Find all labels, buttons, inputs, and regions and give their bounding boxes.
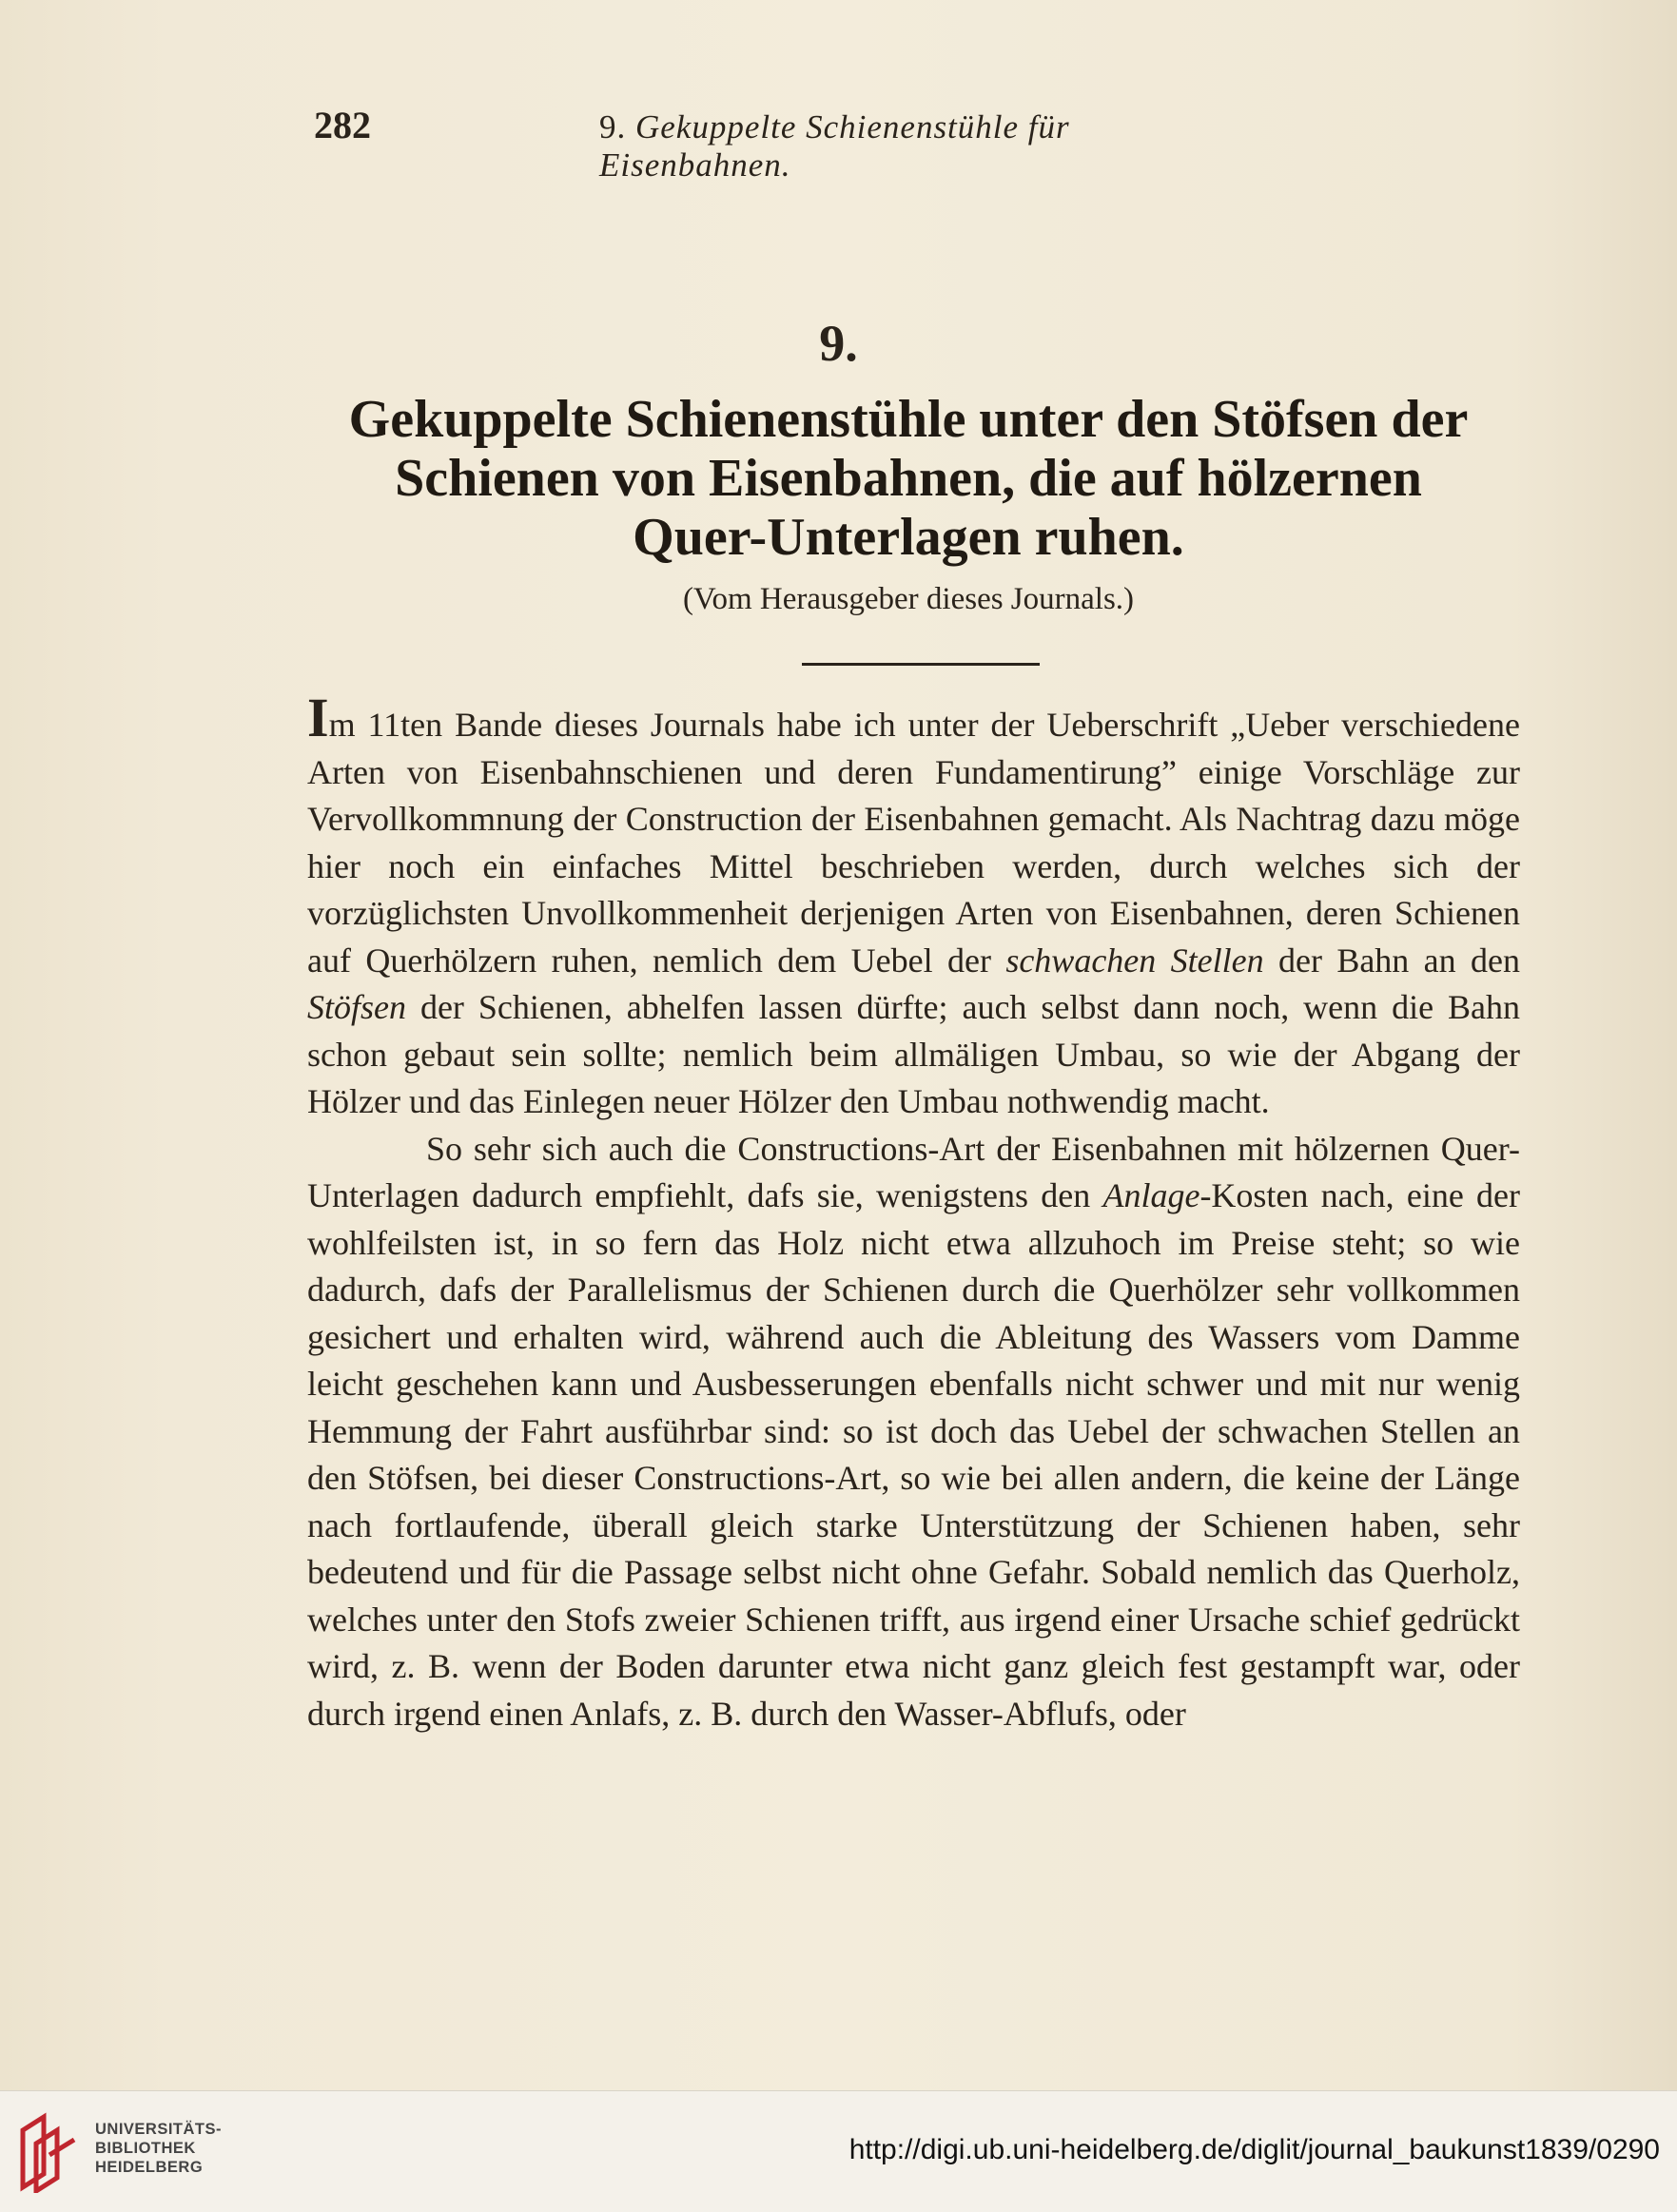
article-title-line: Quer-Unterlagen ruhen.	[633, 508, 1184, 567]
paragraph-text: m 11ten Bande dieses Journals habe ich unter der Ueberschrift „Ueber verschiedene Arten von Eisenbahnschienen und deren Fundamentirung” einige Vorschläge zur Vervollkommnung der Construction der Eisenbahnen gemacht. Als Nachtrag dazu möge hier noch ein einfaches Mittel beschrieben werden, durch welches sich der vorzüglichsten Unvollkommenheit derjenigen Arten von Eisenbahnen, deren Schienen auf Querhölzern ruhen, nemlich dem Uebel der	[307, 706, 1520, 980]
article-title-line: Gekuppelte Schienenstühle unter den Stöfsen der	[348, 390, 1469, 449]
article-title	[314, 390, 1503, 567]
running-head	[599, 108, 1265, 184]
library-logo-text	[95, 2120, 222, 2177]
running-head-title: Gekuppelte Schienenstühle für Eisenbahnen.	[599, 108, 1070, 184]
drop-cap: I	[307, 687, 329, 748]
logo-text-line: UNIVERSITÄTS-	[95, 2121, 223, 2138]
page-number: 282	[314, 104, 371, 146]
paragraph-text: der Schienen, abhelfen lassen dürfte; auch selbst dann noch, wenn die Bahn schon gebaut sein sollte; nemlich beim allmäligen Umbau, so wie der Abgang der Hölzer und das Einlegen neuer Hölzer den Umbau nothwendig macht.	[307, 988, 1521, 1120]
paragraph-text: So sehr sich auch die Constructions-Art der Eisenbahnen mit hölzernen Quer-Unterlagen dadurch empfiehlt, dafs sie, wenigstens den	[307, 1129, 1520, 1214]
logo-text-line: BIBLIOTHEK	[95, 2140, 196, 2157]
body-text	[307, 687, 1521, 1737]
paragraph-1	[307, 687, 1521, 1126]
article-title-line: Schienen von Eisenbahnen, die auf hölzernen	[395, 449, 1422, 508]
emphasis-text: Stöfsen	[307, 988, 406, 1026]
byline: (Vom Herausgeber dieses Journals.)	[682, 582, 1135, 616]
viewer-footer-bar	[0, 2090, 1677, 2212]
paragraph-text: -Kosten nach, eine der wohlfeilsten ist, in so fern das Holz nicht etwa allzuhoch im Preise steht; so wie dadurch, dafs der Parallelismus der Schienen durch die Querhölzer sehr vollkommen gesichert und erhalten wird, während auch die Ableitung des Wassers vom Damme leicht geschehen kann und Ausbesserungen ebenfalls nicht schwer und mit nur wenig Hemmung der Fahrt ausführbar sind: so ist doch das Uebel der schwachen Stellen an den Stöfsen, bei dieser Constructions-Art, so wie bei allen andern, die keine der Länge nach fortlaufende, überall gleich starke Unterstützung der Schienen haben, sehr bedeutend und für die Passage selbst nicht ohne Gefahr. Sobald nemlich das Querholz, welches unter den Stofs zweier Schienen trifft, aus irgend einer Ursache schief gedrückt wird, z. B. wenn der Boden darunter etwa nicht ganz gleich fest gestampft war, oder durch irgend einen Anlafs, z. B. durch den Wasser-Abflufs, oder	[307, 1176, 1521, 1733]
logo-text-line: HEIDELBERG	[95, 2159, 204, 2176]
running-head-section-number: 9.	[599, 108, 627, 146]
emphasis-text: Anlage	[1102, 1176, 1200, 1214]
article-number: 9.	[819, 315, 858, 372]
paragraph-2	[307, 1126, 1520, 1738]
title-divider	[802, 663, 1040, 666]
source-url[interactable]: http://digi.ub.uni-heidelberg.de/diglit/journal_baukunst1839/0290	[848, 2134, 1660, 2165]
paragraph-text: der Bahn an den	[1277, 941, 1521, 980]
university-library-logo-icon	[15, 2111, 82, 2193]
emphasis-text: schwachen Stellen	[1005, 941, 1264, 980]
page-header	[314, 103, 1265, 184]
